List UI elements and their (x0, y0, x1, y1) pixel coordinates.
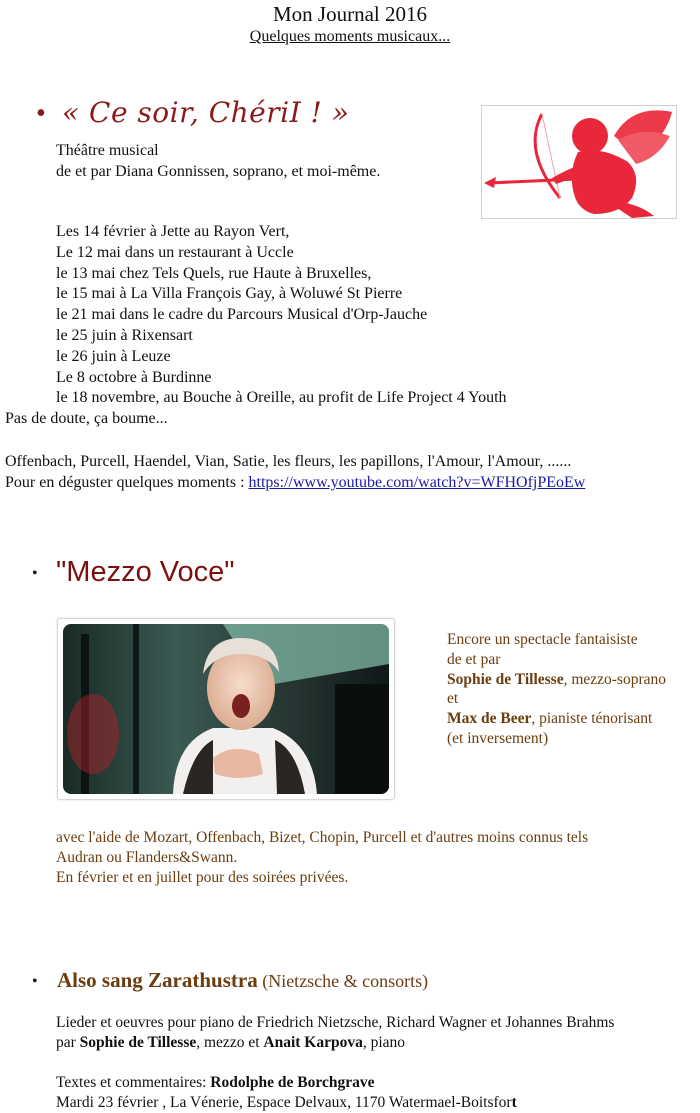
section1-composers: Offenbach, Purcell, Haendel, Vian, Satie, les fleurs, les papillons, l'Amour, l'Amour, ...... (5, 453, 572, 470)
list-item: Les 14 février à Jette au Rayon Vert, (56, 223, 290, 240)
section3-title: Also sang Zarathustra (Nietzsche & consorts) (57, 968, 429, 992)
section1-genre: Théâtre musical (56, 142, 159, 159)
bullet-icon: • (36, 98, 46, 129)
list-item: Le 8 octobre à Burdinne (56, 368, 212, 386)
singer-photo-icon (63, 624, 389, 794)
bullet-icon: • (32, 565, 38, 582)
list-item: le 26 juin à Leuze (56, 347, 171, 365)
section3-program: Lieder et oeuvres pour piano de Friedrich Nietzsche, Richard Wagner et Johannes Brahms par Sophie de Tillesse, mezzo et Anait Karpova, piano (56, 1014, 615, 1051)
bullet-icon: • (32, 973, 38, 990)
section2-title: "Mezzo Voce" (56, 556, 235, 588)
section2-details: avec l'aide de Mozart, Offenbach, Bizet, Chopin, Purcell et d'autres moins connus tels Audran ou Flanders&Swann. En février et en juillet pour des soirées privées. (56, 829, 589, 886)
list-item: Le 12 mai dans un restaurant à Uccle (56, 243, 294, 261)
page-subtitle: Quelques moments musicaux... (249, 28, 451, 45)
list-item: le 25 juin à Rixensart (56, 326, 193, 344)
cupid-icon (482, 106, 676, 218)
section3-credits: Textes et commentaires: Rodolphe de Borchgrave Mardi 23 février , La Vénerie, Espace Delvaux, 1170 Watermael-Boitsfort (56, 1074, 517, 1111)
page-title: Mon Journal 2016 (273, 2, 427, 26)
date-list (56, 222, 696, 409)
list-item: le 13 mai chez Tels Quels, rue Haute à Bruxelles, (56, 264, 372, 282)
list-item: le 15 mai à La Villa François Gay, à Woluwé St Pierre (56, 285, 403, 303)
section2-description: Encore un spectacle fantaisiste de et par Sophie de Tillesse, mezzo-soprano et Max de Beer, pianiste ténorisant (et inversement) (447, 631, 667, 747)
section1-credits: de et par Diana Gonnissen, soprano, et moi-même. (56, 163, 381, 180)
section1-link-line (5, 472, 585, 493)
link-prefix: Pour en déguster quelques moments : (5, 474, 249, 491)
list-item: le 21 mai dans le cadre du Parcours Musical d'Orp-Jauche (56, 306, 428, 324)
section1-title: « Ce soir, ChériI ! » (62, 96, 350, 129)
list-item: le 18 novembre, au Bouche à Oreille, au profit de Life Project 4 Youth (56, 389, 507, 407)
youtube-link[interactable]: https://www.youtube.com/watch?v=WFHOfjPEoEw (248, 474, 586, 491)
singer-photo (57, 618, 395, 800)
section1-tagline: Pas de doute, ça boume... (5, 410, 168, 427)
cupid-image (481, 105, 677, 219)
